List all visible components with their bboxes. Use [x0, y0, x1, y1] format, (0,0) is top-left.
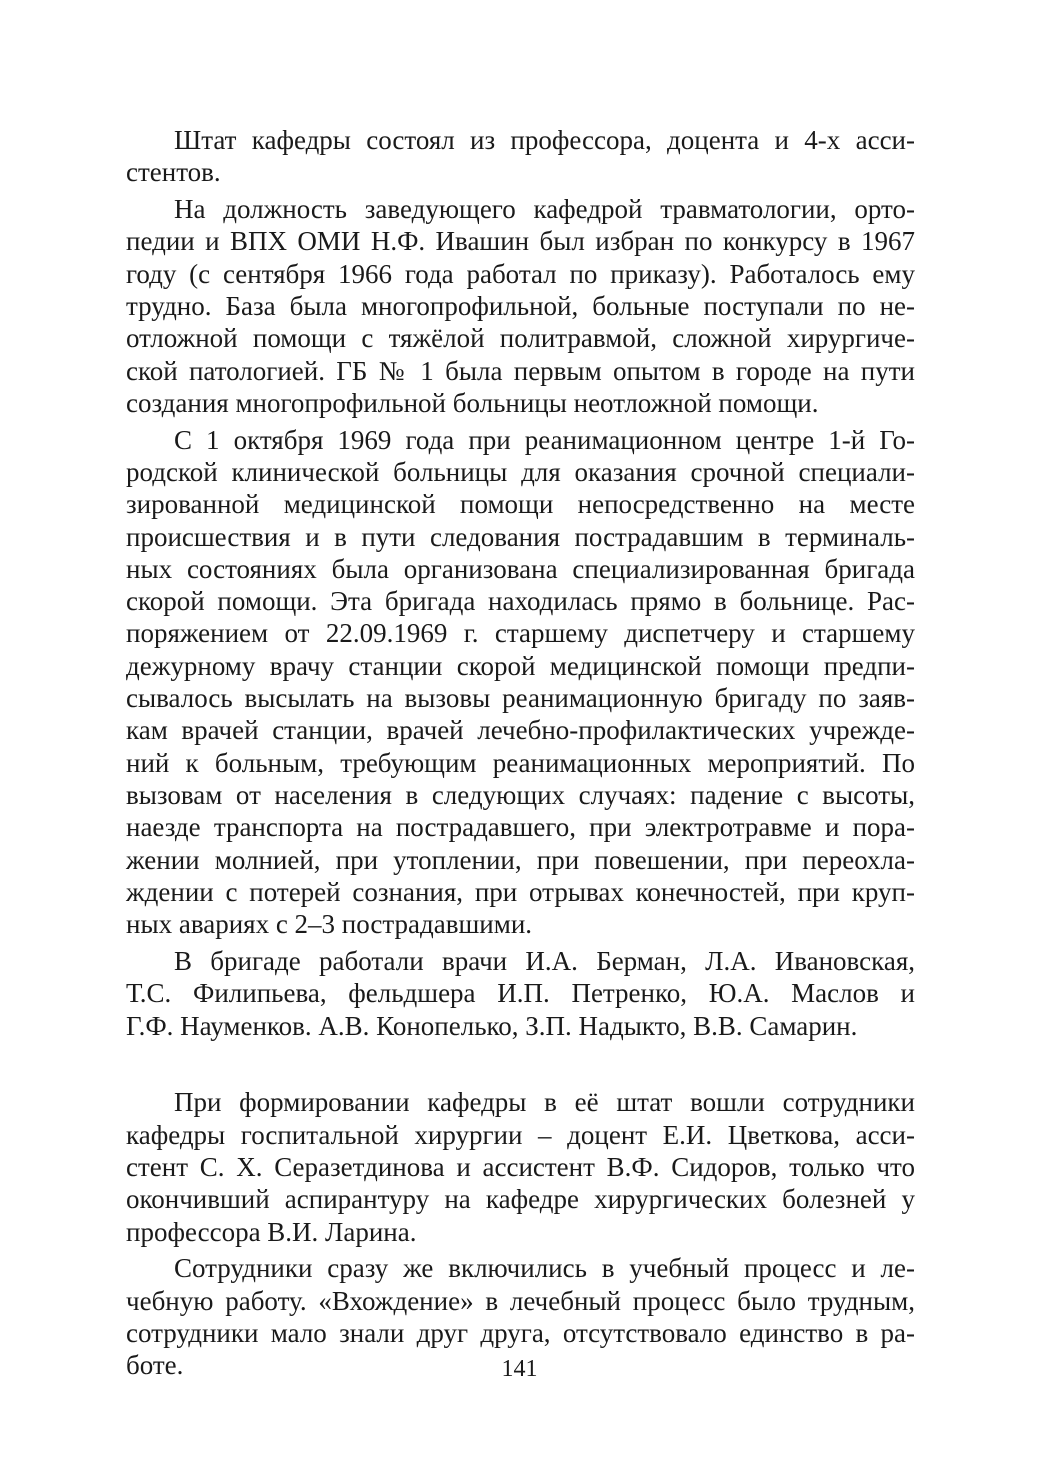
text-line: наезде транспорта на пострадавшего, при электротравме и пора-	[126, 812, 915, 843]
text-line: Т.С. Филипьева, фельдшера И.П. Петренко, Ю.А. Маслов и	[126, 978, 915, 1009]
text-line: скорой помощи. Эта бригада находилась прямо в больнице. Рас-	[126, 586, 915, 617]
paragraph-department-formation	[126, 1086, 915, 1247]
text-line: При формировании кафедры в её штат вошли сотрудники	[174, 1087, 915, 1118]
text-line: ской патологией. ГБ № 1 была первым опытом в городе на пути	[126, 355, 915, 386]
text-line: стентов.	[126, 157, 221, 188]
text-line: С 1 октября 1969 года при реанимационном центре 1-й Го-	[174, 424, 915, 455]
text-line: ждении с потерей сознания, при отрывах конечностей, при круп-	[126, 876, 915, 907]
section-gap	[126, 1046, 915, 1086]
text-line: ных состояниях была организована специализированная бригада	[126, 553, 915, 584]
text-line: В бригаде работали врачи И.А. Берман, Л.А. Ивановская,	[174, 945, 915, 976]
page-body	[126, 124, 915, 1386]
text-line: вызовам от населения в следующих случаях: падение с высоты,	[126, 779, 915, 810]
text-line: боте.	[126, 1350, 184, 1381]
text-line: кафедры госпитальной хирургии – доцент Е.И. Цветкова, асси-	[126, 1119, 915, 1150]
text-line: сотрудники мало знали друг друга, отсутствовало единство в ра-	[126, 1317, 915, 1348]
paragraph-staff	[126, 124, 915, 189]
page-number: 141	[501, 1356, 538, 1382]
text-line: стент С. Х. Серазетдинова и ассистент В.Ф. Сидоров, только что	[126, 1151, 915, 1182]
text-line: поряжением от 22.09.1969 г. старшему диспетчеру и старшему	[126, 618, 915, 649]
text-line: На должность заведующего кафедрой травматологии, орто-	[174, 194, 915, 225]
text-line: ных авариях с 2–3 пострадавшими.	[126, 909, 533, 940]
text-line: профессора В.И. Ларина.	[126, 1216, 417, 1247]
text-line: Сотрудники сразу же включились в учебный процесс и ле-	[174, 1253, 915, 1284]
text-line: году (с сентября 1966 года работал по приказу). Работалось ему	[126, 258, 915, 289]
text-line: чебную работу. «Вхождение» в лечебный процесс было трудным,	[126, 1285, 915, 1316]
text-line: зированной медицинской помощи непосредственно на месте	[126, 489, 915, 520]
text-line: происшествия и в пути следования пострадавшим в терминаль-	[126, 521, 915, 552]
text-line: сывалось высылать на вызовы реанимационную бригаду по заяв-	[126, 683, 915, 714]
text-line: создания многопрофильной больницы неотложной помощи.	[126, 387, 819, 418]
paragraph-team-members	[126, 945, 915, 1042]
text-line: отложной помощи с тяжёлой политравмой, сложной хирургиче-	[126, 323, 915, 354]
text-line: Г.Ф. Науменков. А.В. Конопелько, З.П. Надыкто, В.В. Самарин.	[126, 1010, 858, 1041]
text-line: педии и ВПХ ОМИ Н.Ф. Ивашин был избран по конкурсу в 1967	[126, 226, 915, 257]
text-line: ний к больным, требующим реанимационных мероприятий. По	[126, 747, 915, 778]
paragraph-resuscitation-team	[126, 424, 915, 941]
text-line: Штат кафедры состоял из профессора, доцента и 4-х асси-	[174, 125, 915, 155]
text-line: дежурному врачу станции скорой медицинской помощи предпи-	[126, 650, 915, 681]
text-line: жении молнией, при утоплении, при повешении, при переохла-	[126, 844, 915, 875]
text-line: родской клинической больницы для оказания срочной специали-	[126, 456, 915, 487]
text-line: кам врачей станции, врачей лечебно-профилактических учрежде-	[126, 715, 915, 746]
text-line: трудно. База была многопрофильной, больные поступали по не-	[126, 290, 915, 321]
paragraph-head-of-department	[126, 193, 915, 419]
text-line: окончивший аспирантуру на кафедре хирургических болезней у	[126, 1184, 915, 1215]
